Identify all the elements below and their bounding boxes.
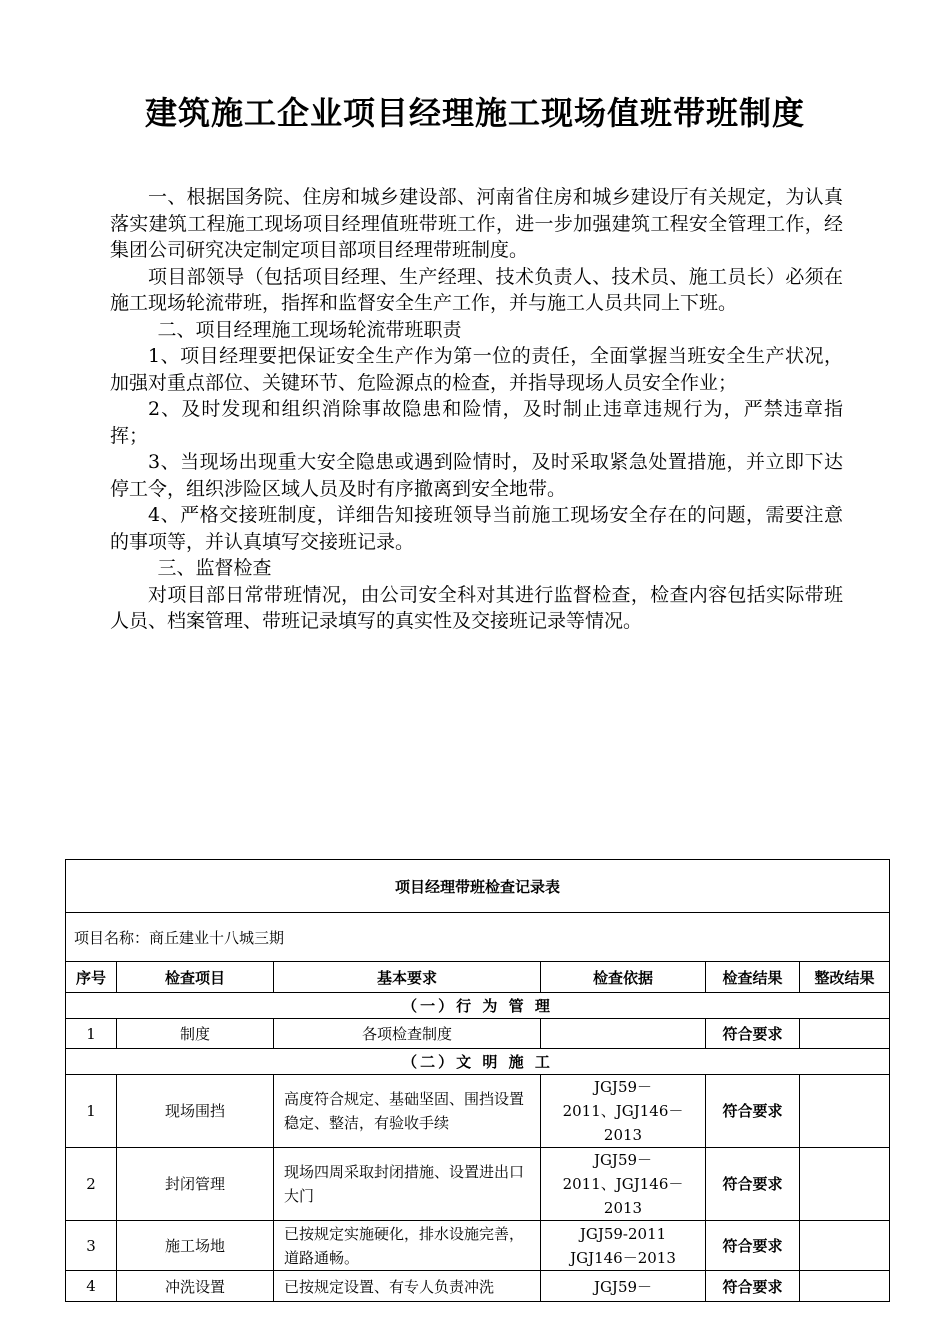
basis-line-1: JGJ59－ [593, 1078, 653, 1096]
cell-basis [541, 1019, 706, 1049]
inspection-record-table [65, 859, 890, 1302]
cell-requirement: 各项检查制度 [274, 1019, 541, 1049]
cell-no: 3 [66, 1221, 117, 1271]
cell-basis: JGJ59－ [541, 1271, 706, 1302]
cell-basis [541, 1075, 706, 1148]
basis-line-2: 2011、JGJ146－2013 [562, 1102, 684, 1144]
header-item: 检查项目 [117, 962, 274, 993]
cell-rectification [800, 1271, 890, 1302]
header-no: 序号 [66, 962, 117, 993]
basis-line-1: JGJ59－ [593, 1151, 653, 1169]
table-title: 项目经理带班检查记录表 [66, 860, 890, 913]
table-row [66, 1271, 890, 1302]
cell-no: 1 [66, 1019, 117, 1049]
cell-item: 现场围挡 [117, 1075, 274, 1148]
cell-basis [541, 1221, 706, 1271]
table-row [66, 1075, 890, 1148]
basis-line-1: JGJ59-2011 [579, 1224, 667, 1243]
cell-item: 施工场地 [117, 1221, 274, 1271]
table-row [66, 1148, 890, 1221]
basis-line-2: JGJ146－2013 [570, 1248, 676, 1267]
paragraph-3: 1、项目经理要把保证安全生产作为第一位的责任，全面掌握当班安全生产状况，加强对重点部位、关键环节、危险源点的检查，并指导现场人员安全作业； [110, 345, 843, 394]
cell-result: 符合要求 [706, 1271, 800, 1302]
cell-basis [541, 1148, 706, 1221]
header-rectification: 整改结果 [800, 962, 890, 993]
cell-requirement: 现场四周采取封闭措施、设置进出口大门 [274, 1148, 541, 1221]
cell-no: 4 [66, 1271, 117, 1302]
cell-result: 符合要求 [706, 1221, 800, 1271]
document-body [110, 184, 843, 635]
heading-section-2: 二、项目经理施工现场轮流带班职责 [157, 318, 462, 341]
paragraph-5: 3、当现场出现重大安全隐患或遇到险情时，及时采取紧急处置措施，并立即下达停工令，组织涉险区域人员及时有序撤离到安全地带。 [110, 451, 843, 500]
cell-result: 符合要求 [706, 1019, 800, 1049]
paragraph-7: 对项目部日常带班情况，由公司安全科对其进行监督检查，检查内容包括实际带班人员、档案管理、带班记录填写的真实性及交接班记录等情况。 [110, 583, 843, 632]
cell-result: 符合要求 [706, 1075, 800, 1148]
heading-section-3: 三、监督检查 [157, 557, 272, 579]
section-behavior-management: （一）行 为 管 理 [66, 993, 890, 1019]
paragraph-1: 一、根据国务院、住房和城乡建设部、河南省住房和城乡建设厅有关规定，为认真落实建筑工程施工现场项目经理值班带班工作，进一步加强建筑工程安全管理工作，经集团公司研究决定制定项目部项目经理带班制度。 [110, 186, 843, 261]
header-result: 检查结果 [706, 962, 800, 993]
table-row [66, 1221, 890, 1271]
cell-no: 2 [66, 1148, 117, 1221]
cell-rectification [800, 1075, 890, 1148]
cell-requirement: 已按规定实施硬化，排水设施完善，道路通畅。 [274, 1221, 541, 1271]
project-name: 项目名称：商丘建业十八城三期 [66, 913, 890, 962]
table-header-row [66, 962, 890, 993]
table-row [66, 1019, 890, 1049]
cell-item: 封闭管理 [117, 1148, 274, 1221]
document-title: 建筑施工企业项目经理施工现场值班带班制度 [144, 94, 805, 132]
section-civilized-construction: （二）文 明 施 工 [66, 1049, 890, 1075]
cell-item: 制度 [117, 1019, 274, 1049]
cell-result: 符合要求 [706, 1148, 800, 1221]
header-basis: 检查依据 [541, 962, 706, 993]
cell-item: 冲洗设置 [117, 1271, 274, 1302]
cell-rectification [800, 1221, 890, 1271]
basis-line-2: 2011、JGJ146－2013 [562, 1175, 684, 1217]
cell-requirement: 已按规定设置、有专人负责冲洗 [274, 1271, 541, 1302]
paragraph-2: 项目部领导（包括项目经理、生产经理、技术负责人、技术员、施工员长）必须在施工现场轮流带班，指挥和监督安全生产工作，并与施工人员共同上下班。 [110, 265, 843, 314]
header-requirement: 基本要求 [274, 962, 541, 993]
cell-no: 1 [66, 1075, 117, 1148]
cell-requirement: 高度符合规定、基础坚固、围挡设置稳定、整洁，有验收手续 [274, 1075, 541, 1148]
paragraph-4: 2、及时发现和组织消除事故隐患和险情，及时制止违章违规行为，严禁违章指挥； [110, 398, 843, 447]
cell-rectification [800, 1019, 890, 1049]
cell-rectification [800, 1148, 890, 1221]
paragraph-6: 4、严格交接班制度，详细告知接班领导当前施工现场安全存在的问题，需要注意的事项等，并认真填写交接班记录。 [110, 504, 843, 553]
